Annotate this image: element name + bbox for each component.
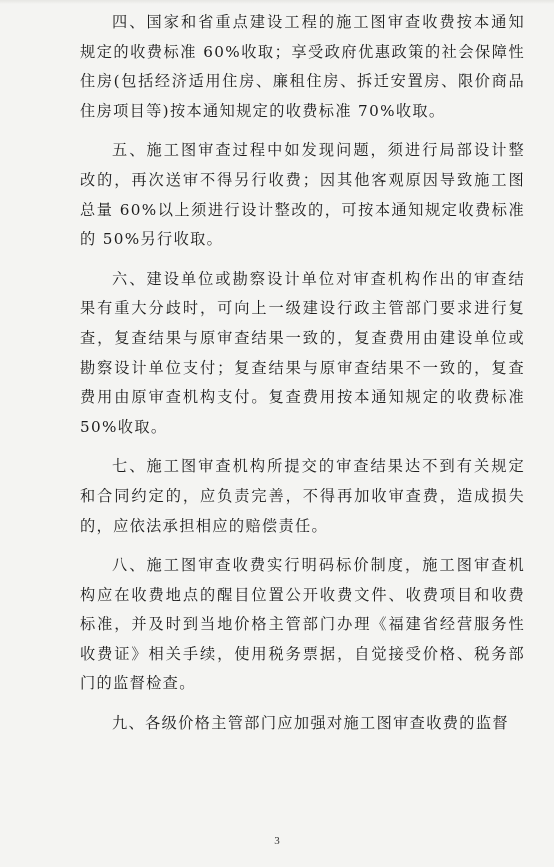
paragraph-item-9: 九、各级价格主管部门应加强对施工图审查收费的监督 [112,714,509,733]
paragraph-item-6: 六、建设单位或勘察设计单位对审查机构作出的审查结果有重大分歧时，可向上一级建设行政主管部门要求进行复查，复查结果与原审查结果一致的，复查费用由建设单位或勘察设计单位支付；复查结果与原审查结果不一致的，复查费用由原审查机构支付。复查费用按本通知规定的收费标准 50%收取。 [80,269,525,436]
paragraph-item-7: 七、施工图审查机构所提交的审查结果达不到有关规定和合同约定的，应负责完善，不得再加收审查费，造成损失的，应依法承担相应的赔偿责任。 [80,457,525,535]
paragraph-item-4: 四、国家和省重点建设工程的施工图审查收费按本通知规定的收费标准 60%收取；享受政府优惠政策的社会保障性住房(包括经济适用住房、廉租住房、拆迁安置房、限价商品住房项目等)按本通知规定的收费标准 70%收取。 [80,13,525,120]
page-number: 3 [274,835,280,847]
scan-edge [0,0,554,4]
paragraph-item-8: 八、施工图审查收费实行明码标价制度，施工图审查机构应在收费地点的醒目位置公开收费文件、收费项目和收费标准，并及时到当地价格主管部门办理《福建省经营服务性收费证》相关手续，使用税务票据，自觉接受价格、税务部门的监督检查。 [80,556,525,693]
document-page [80,8,525,749]
paragraph-item-5: 五、施工图审查过程中如发现问题，须进行局部设计整改的，再次送审不得另行收费；因其他客观原因导致施工图总量 60%以上须进行设计整改的，可按本通知规定收费标准的 50%另行收取。 [80,141,525,249]
